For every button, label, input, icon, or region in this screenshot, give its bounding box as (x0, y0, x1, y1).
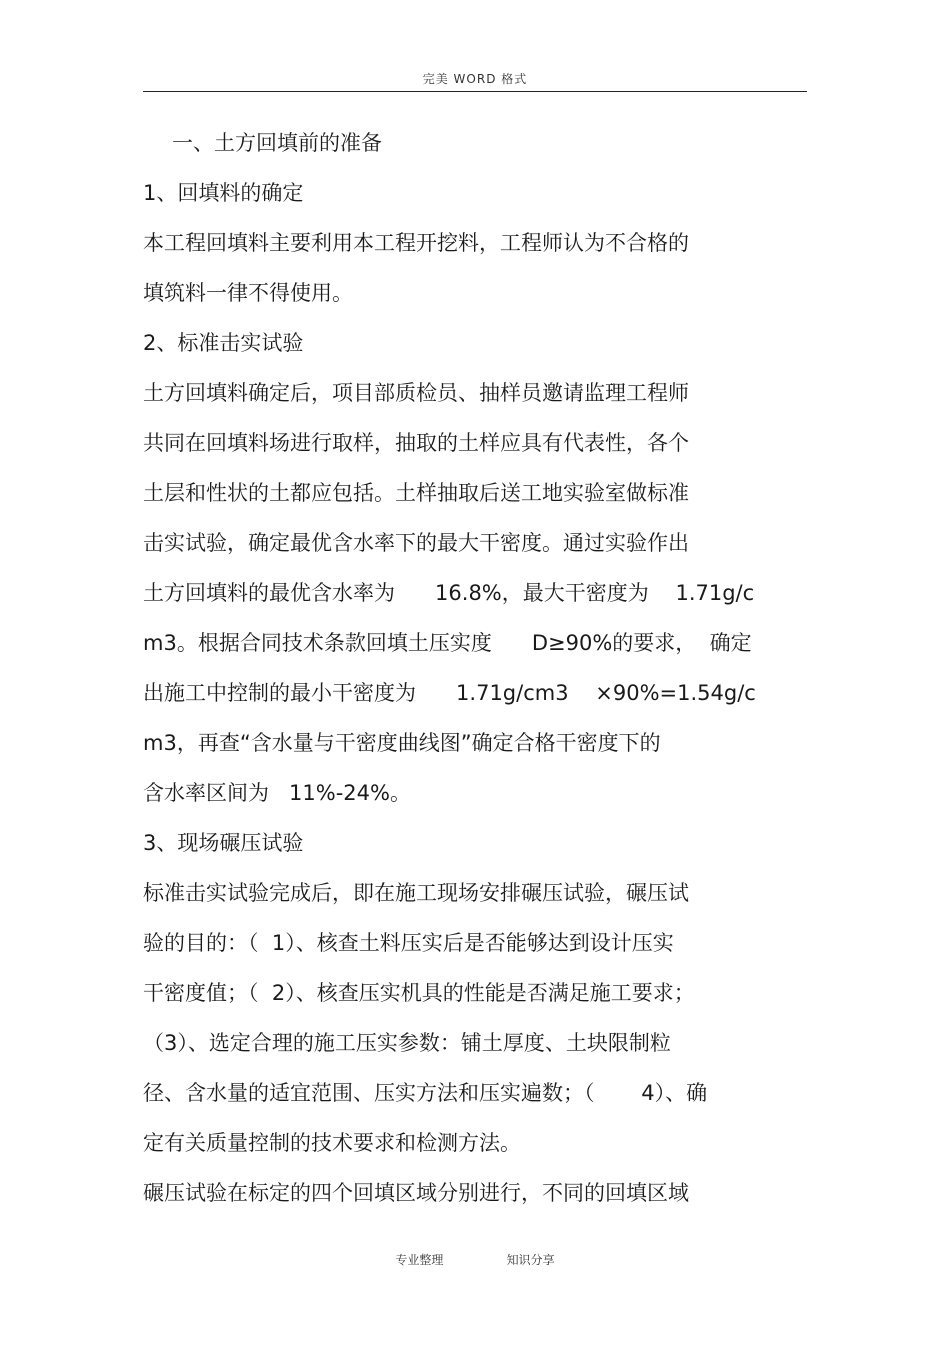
header-title: 完美 WORD 格式 (422, 72, 528, 86)
footer-caption: 专业整理 知识分享 (395, 1253, 555, 1267)
paragraph-line: 击实试验，确定最优含水率下的最大干密度。通过实验作出 (143, 531, 689, 555)
paragraph-line: 共同在回填料场进行取样，抽取的土样应具有代表性，各个 (143, 431, 689, 455)
paragraph-line: 土方回填料确定后，项目部质检员、抽样员邀请监理工程师 (143, 381, 689, 405)
paragraph-line: （3）、选定合理的施工压实参数：铺土厚度、土块限制粒 (143, 1031, 671, 1055)
paragraph-line: 径、含水量的适宜范围、压实方法和压实遍数；（ 4）、确 (143, 1081, 708, 1105)
paragraph-line: 标准击实试验完成后，即在施工现场安排碾压试验，碾压试 (143, 881, 689, 905)
paragraph-line: 土层和性状的土都应包括。土样抽取后送工地实验室做标准 (143, 481, 689, 505)
paragraph-line: 本工程回填料主要利用本工程开挖料，工程师认为不合格的 (143, 231, 689, 255)
section-heading: 一、土方回填前的准备 (172, 131, 382, 155)
paragraph-line: 碾压试验在标定的四个回填区域分别进行，不同的回填区域 (143, 1181, 689, 1205)
subsection-heading: 1、回填料的确定 (143, 181, 304, 205)
paragraph-line: 出施工中控制的最小干密度为 1.71g/cm3 ×90%=1.54g/c (143, 681, 756, 705)
subsection-heading: 2、标准击实试验 (143, 331, 304, 355)
subsection-heading: 3、现场碾压试验 (143, 831, 304, 855)
paragraph-line: 土方回填料的最优含水率为 16.8%，最大干密度为 1.71g/c (143, 581, 755, 605)
paragraph-line: 干密度值；（ 2）、核查压实机具的性能是否满足施工要求； (143, 981, 695, 1005)
paragraph-line: 含水率区间为 11%-24%。 (143, 781, 411, 805)
paragraph-line: m3，再查“含水量与干密度曲线图”确定合格干密度下的 (143, 731, 661, 755)
paragraph-line: 验的目的：（ 1）、核查土料压实后是否能够达到设计压实 (143, 931, 674, 955)
paragraph-line: m3。根据合同技术条款回填土压实度 D≥90%的要求， 确定 (143, 631, 752, 655)
paragraph-line: 定有关质量控制的技术要求和检测方法。 (143, 1131, 521, 1155)
header-divider (143, 91, 807, 92)
paragraph-line: 填筑料一律不得使用。 (143, 281, 353, 305)
